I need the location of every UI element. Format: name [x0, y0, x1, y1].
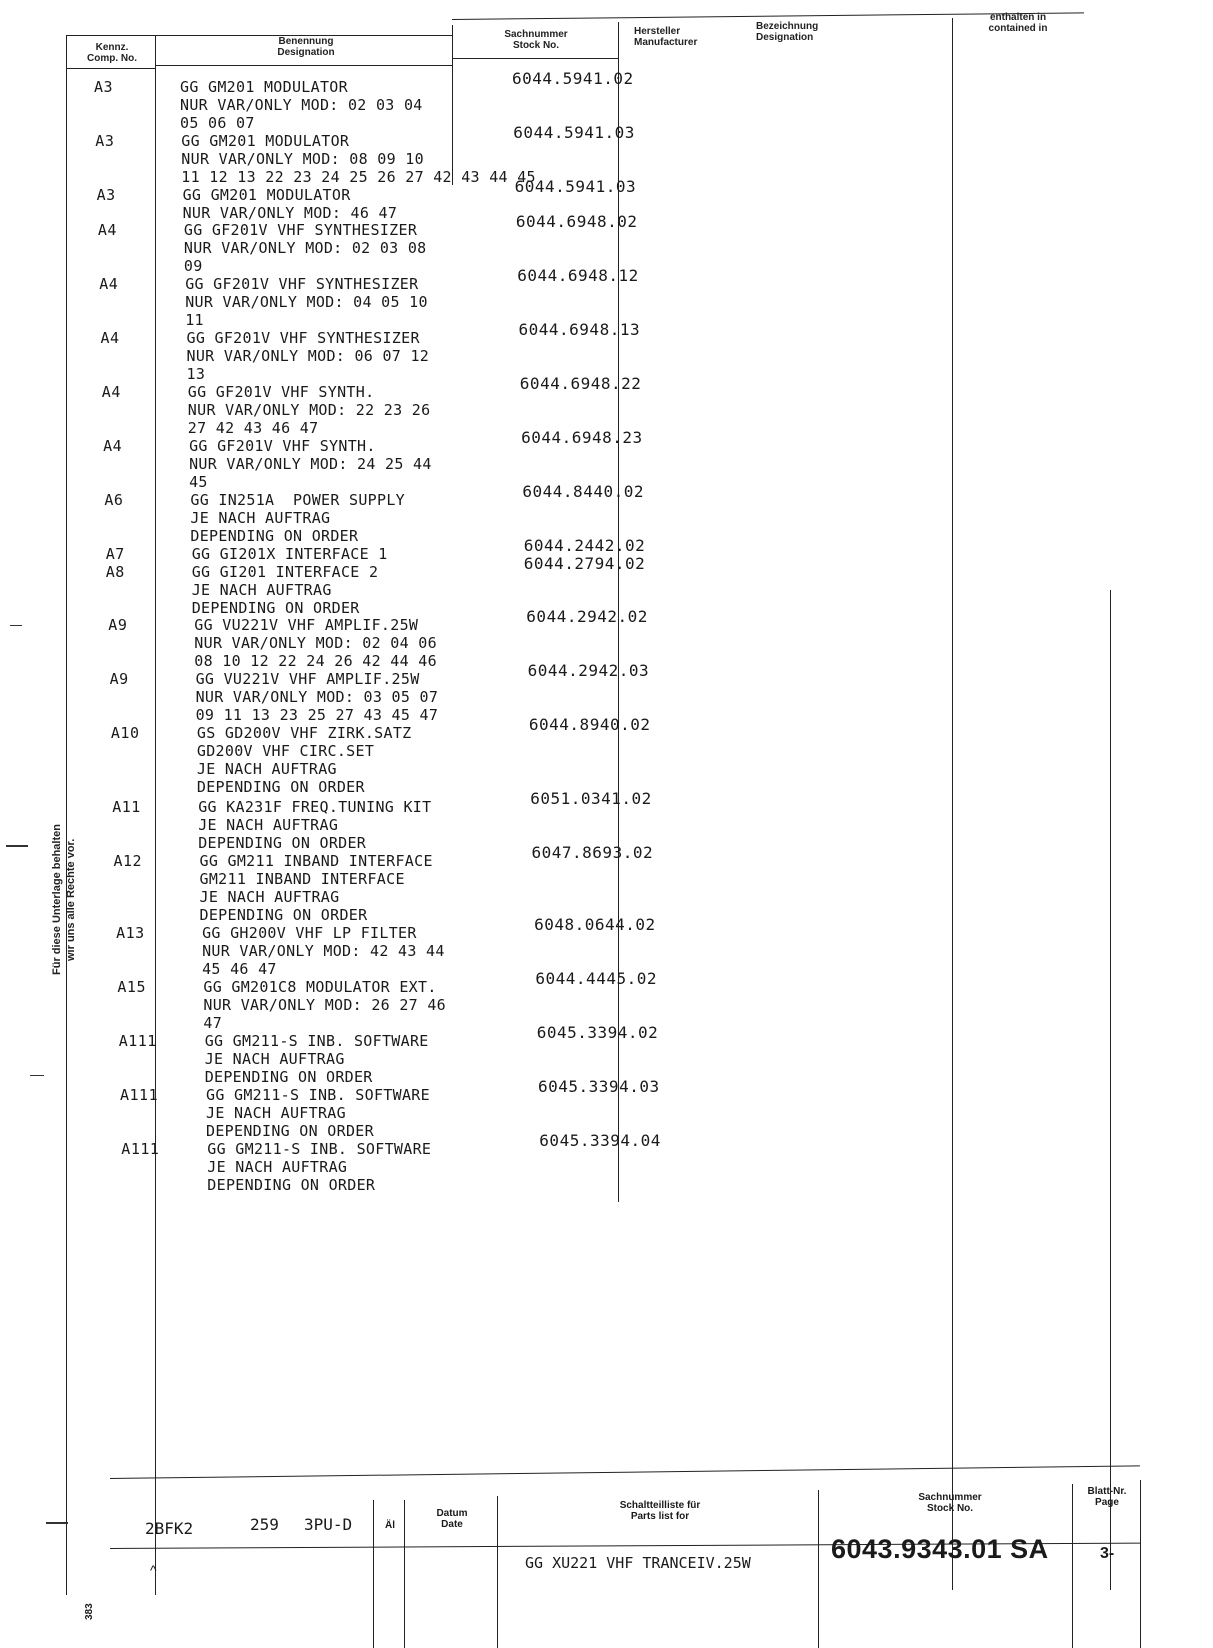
footer-code-1: 2BFK2: [145, 1519, 194, 1538]
stock-no-cell: 6044.8940.02: [528, 715, 651, 734]
designation-cell: GG GF201V VHF SYNTHESIZER NUR VAR/ONLY MOD: 04 05 10 11: [185, 275, 428, 329]
stock-no-cell: 6044.6948.22: [519, 374, 642, 393]
designation-cell: GG GM211-S INB. SOFTWARE JE NACH AUFTRAG DEPENDING ON ORDER: [206, 1086, 430, 1140]
comp-no-header: [70, 42, 154, 64]
comp-no-cell: A8: [105, 563, 125, 581]
stock-no-cell: 6044.2942.02: [526, 607, 648, 626]
designation-header-en: Designation: [277, 47, 335, 58]
footer-side-arrow: ^: [150, 1562, 157, 1578]
stock-no-cell: 6044.5941.03: [514, 177, 637, 196]
designation-cell: GG KA231F FREQ.TUNING KIT JE NACH AUFTRAG DEPENDING ON ORDER: [198, 798, 432, 852]
footer-page-label: [1076, 1486, 1138, 1508]
footer-stock-label-en: Stock No.: [926, 1503, 974, 1514]
designation-header-de: Benennung: [278, 36, 334, 47]
comp-no-cell: A12: [113, 852, 143, 870]
designation-cell: GG GM201 MODULATOR NUR VAR/ONLY MOD: 08 09 10 11 12 13 22 23 24 25 26 27 42 43 44 45: [181, 132, 536, 186]
stock-no-cell: 6044.6948.12: [517, 266, 639, 285]
bezeichnung-header: [756, 21, 906, 43]
footer-partslist-label: [540, 1500, 780, 1522]
stock-no-cell: 6051.0341.02: [530, 789, 652, 808]
comp-no-header-de: Kennz.: [95, 42, 129, 53]
designation-cell: GG GH200V VHF LP FILTER NUR VAR/ONLY MOD: 42 43 44 45 46 47: [202, 924, 445, 978]
stock-no-cell: 6045.3394.03: [538, 1077, 660, 1096]
footer-stock-label: [860, 1492, 1040, 1514]
designation-cell: GG IN251A POWER SUPPLY JE NACH AUFTRAG DEPENDING ON ORDER: [190, 491, 405, 545]
comp-no-cell: A111: [118, 1032, 157, 1050]
comp-no-cell: A9: [109, 670, 129, 688]
comp-no-cell: A7: [105, 545, 125, 563]
comp-no-cell: A4: [97, 221, 117, 239]
footer-div-4: [818, 1490, 819, 1648]
footer-stock-value: 6043.9343.01 SA: [831, 1534, 1049, 1564]
designation-cell: GS GD200V VHF ZIRK.SATZ GD200V VHF CIRC.SET JE NACH AUFTRAG DEPENDING ON ORDER: [196, 724, 412, 796]
stock-no-header-de: Sachnummer: [504, 29, 568, 40]
designation-cell: GG GM211 INBAND INTERFACE GM211 INBAND INTERFACE JE NACH AUFTRAG DEPENDING ON ORDER: [199, 852, 433, 924]
stock-no-header-en: Stock No.: [512, 40, 560, 51]
comp-no-cell: A4: [101, 383, 121, 401]
stock-no-cell: 6044.5941.02: [512, 69, 634, 88]
designation-cell: GG GM201C8 MODULATOR EXT. NUR VAR/ONLY MOD: 26 27 46 47: [203, 978, 446, 1032]
comp-no-cell: A111: [120, 1086, 159, 1104]
col-line-right-top: [1110, 590, 1111, 1590]
col-line-page-right: [1140, 1480, 1141, 1648]
footer-ai: Äl: [385, 1520, 395, 1531]
designation-cell: GG VU221V VHF AMPLIF.25W NUR VAR/ONLY MOD: 02 04 06 08 10 12 22 24 26 42 44 46: [194, 616, 437, 670]
footer-page-label-en: Page: [1095, 1497, 1119, 1508]
comp-no-cell: A4: [103, 437, 123, 455]
contained-in-header: [964, 12, 1072, 34]
manufacturer-header: [634, 26, 744, 48]
manufacturer-header-de: Hersteller: [634, 26, 681, 37]
rights-notice-line-2: wir uns alle Rechte vor.: [65, 838, 77, 961]
footer-code-3: 3PU-D: [304, 1515, 353, 1534]
header-bottom-line-2: [156, 65, 453, 66]
comp-no-cell: A10: [110, 724, 140, 742]
stock-no-cell: 6044.2942.03: [527, 661, 650, 680]
col-line-manufacturer: [952, 18, 953, 1590]
table-row: [77, 715, 717, 796]
footer-code-2: 259: [250, 1515, 279, 1534]
designation-cell: GG VU221V VHF AMPLIF.25W NUR VAR/ONLY MOD: 03 05 07 09 11 13 23 25 27 43 45 47: [195, 670, 439, 724]
comp-no-cell: A9: [108, 616, 128, 634]
comp-no-header-en: Comp. No.: [87, 53, 137, 64]
stock-no-cell: 6044.5941.03: [513, 123, 635, 142]
footer-stock-label-de: Sachnummer: [918, 1492, 982, 1503]
footer-page-label-de: Blatt-Nr.: [1087, 1486, 1127, 1497]
footer-div-3: [497, 1496, 498, 1648]
footer-partslist-value: GG XU221 VHF TRANCEIV.25W: [525, 1554, 751, 1572]
comp-no-cell: A15: [117, 978, 146, 996]
stock-no-cell: 6044.8440.02: [522, 482, 644, 501]
contained-in-header-de: enthalten in: [989, 12, 1047, 23]
footer-date-label-de: Datum: [436, 1508, 468, 1519]
stock-no-cell: 6044.2442.02: [523, 536, 646, 555]
comp-no-cell: A3: [95, 132, 115, 150]
footer-div-2: [404, 1500, 405, 1648]
footer-page-value: 3-: [1100, 1545, 1115, 1562]
table-row: [80, 843, 720, 924]
comp-no-cell: A11: [112, 798, 141, 816]
footer-date-label-en: Date: [441, 1519, 463, 1530]
designation-cell: GG GF201V VHF SYNTH. NUR VAR/ONLY MOD: 22 23 26 27 42 43 46 47: [187, 383, 431, 437]
bezeichnung-header-en: Designation: [756, 32, 814, 43]
stock-no-cell: 6045.3394.02: [536, 1023, 659, 1042]
stock-no-cell: 6044.6948.02: [515, 212, 638, 231]
stock-no-cell: 6048.0644.02: [534, 915, 656, 934]
footer-div-5: [1072, 1484, 1073, 1648]
comp-no-cell: A3: [96, 186, 116, 204]
footer-side-code: 383: [84, 1603, 95, 1620]
designation-cell: GG GF201V VHF SYNTHESIZER NUR VAR/ONLY MOD: 06 07 12 13: [186, 329, 430, 383]
stock-no-cell: 6044.2794.02: [523, 554, 646, 573]
stock-no-cell: 6044.6948.13: [518, 320, 641, 339]
designation-cell: GG GI201 INTERFACE 2 JE NACH AUFTRAG DEPENDING ON ORDER: [191, 563, 379, 617]
margin-mark-4: [46, 1522, 68, 1524]
header-bottom-line: [66, 68, 156, 69]
stock-no-header: [455, 29, 617, 51]
margin-mark-2: [6, 845, 28, 847]
bezeichnung-header-de: Bezeichnung: [756, 21, 819, 32]
comp-no-cell: A3: [94, 78, 114, 96]
rights-notice-line-1: Für diese Unterlage behalten: [51, 824, 63, 975]
comp-no-cell: A111: [121, 1140, 160, 1158]
designation-header: [160, 36, 452, 58]
footer-top-line: [110, 1465, 1140, 1479]
stock-no-cell: 6047.8693.02: [531, 843, 654, 862]
designation-cell: GG GF201V VHF SYNTH. NUR VAR/ONLY MOD: 24 25 44 45: [189, 437, 432, 491]
contained-in-header-en: contained in: [988, 23, 1048, 34]
designation-cell: GG GM211-S INB. SOFTWARE JE NACH AUFTRAG DEPENDING ON ORDER: [207, 1140, 432, 1194]
designation-cell: GG GF201V VHF SYNTHESIZER NUR VAR/ONLY MOD: 02 03 08 09: [183, 221, 427, 275]
comp-no-cell: A6: [104, 491, 124, 509]
designation-cell: GG GM211-S INB. SOFTWARE JE NACH AUFTRAG DEPENDING ON ORDER: [204, 1032, 429, 1086]
stock-no-cell: 6044.4445.02: [535, 969, 657, 988]
designation-cell: GG GM201 MODULATOR NUR VAR/ONLY MOD: 46 47: [182, 186, 398, 222]
footer-div-1: [373, 1500, 374, 1648]
comp-no-cell: A4: [99, 275, 119, 293]
table-row: [87, 1131, 727, 1194]
footer-partslist-label-en: Parts list for: [630, 1511, 690, 1522]
footer-date-label: [410, 1508, 494, 1530]
header-top-line: [66, 35, 453, 36]
stock-no-cell: 6044.6948.23: [521, 428, 643, 447]
designation-cell: GG GM201 MODULATOR NUR VAR/ONLY MOD: 02 03 04 05 06 07: [180, 78, 423, 132]
footer-partslist-label-de: Schaltteilliste für: [619, 1500, 701, 1511]
stock-no-cell: 6045.3394.04: [539, 1131, 661, 1150]
comp-no-cell: A13: [116, 924, 145, 942]
manufacturer-header-en: Manufacturer: [634, 37, 698, 48]
designation-cell: GG GI201X INTERFACE 1: [191, 545, 388, 563]
comp-no-cell: A4: [100, 329, 120, 347]
margin-mark-1: [10, 625, 22, 626]
rights-notice: [50, 824, 78, 975]
header-bottom-line-3: [453, 58, 619, 59]
margin-mark-3: [30, 1075, 44, 1076]
